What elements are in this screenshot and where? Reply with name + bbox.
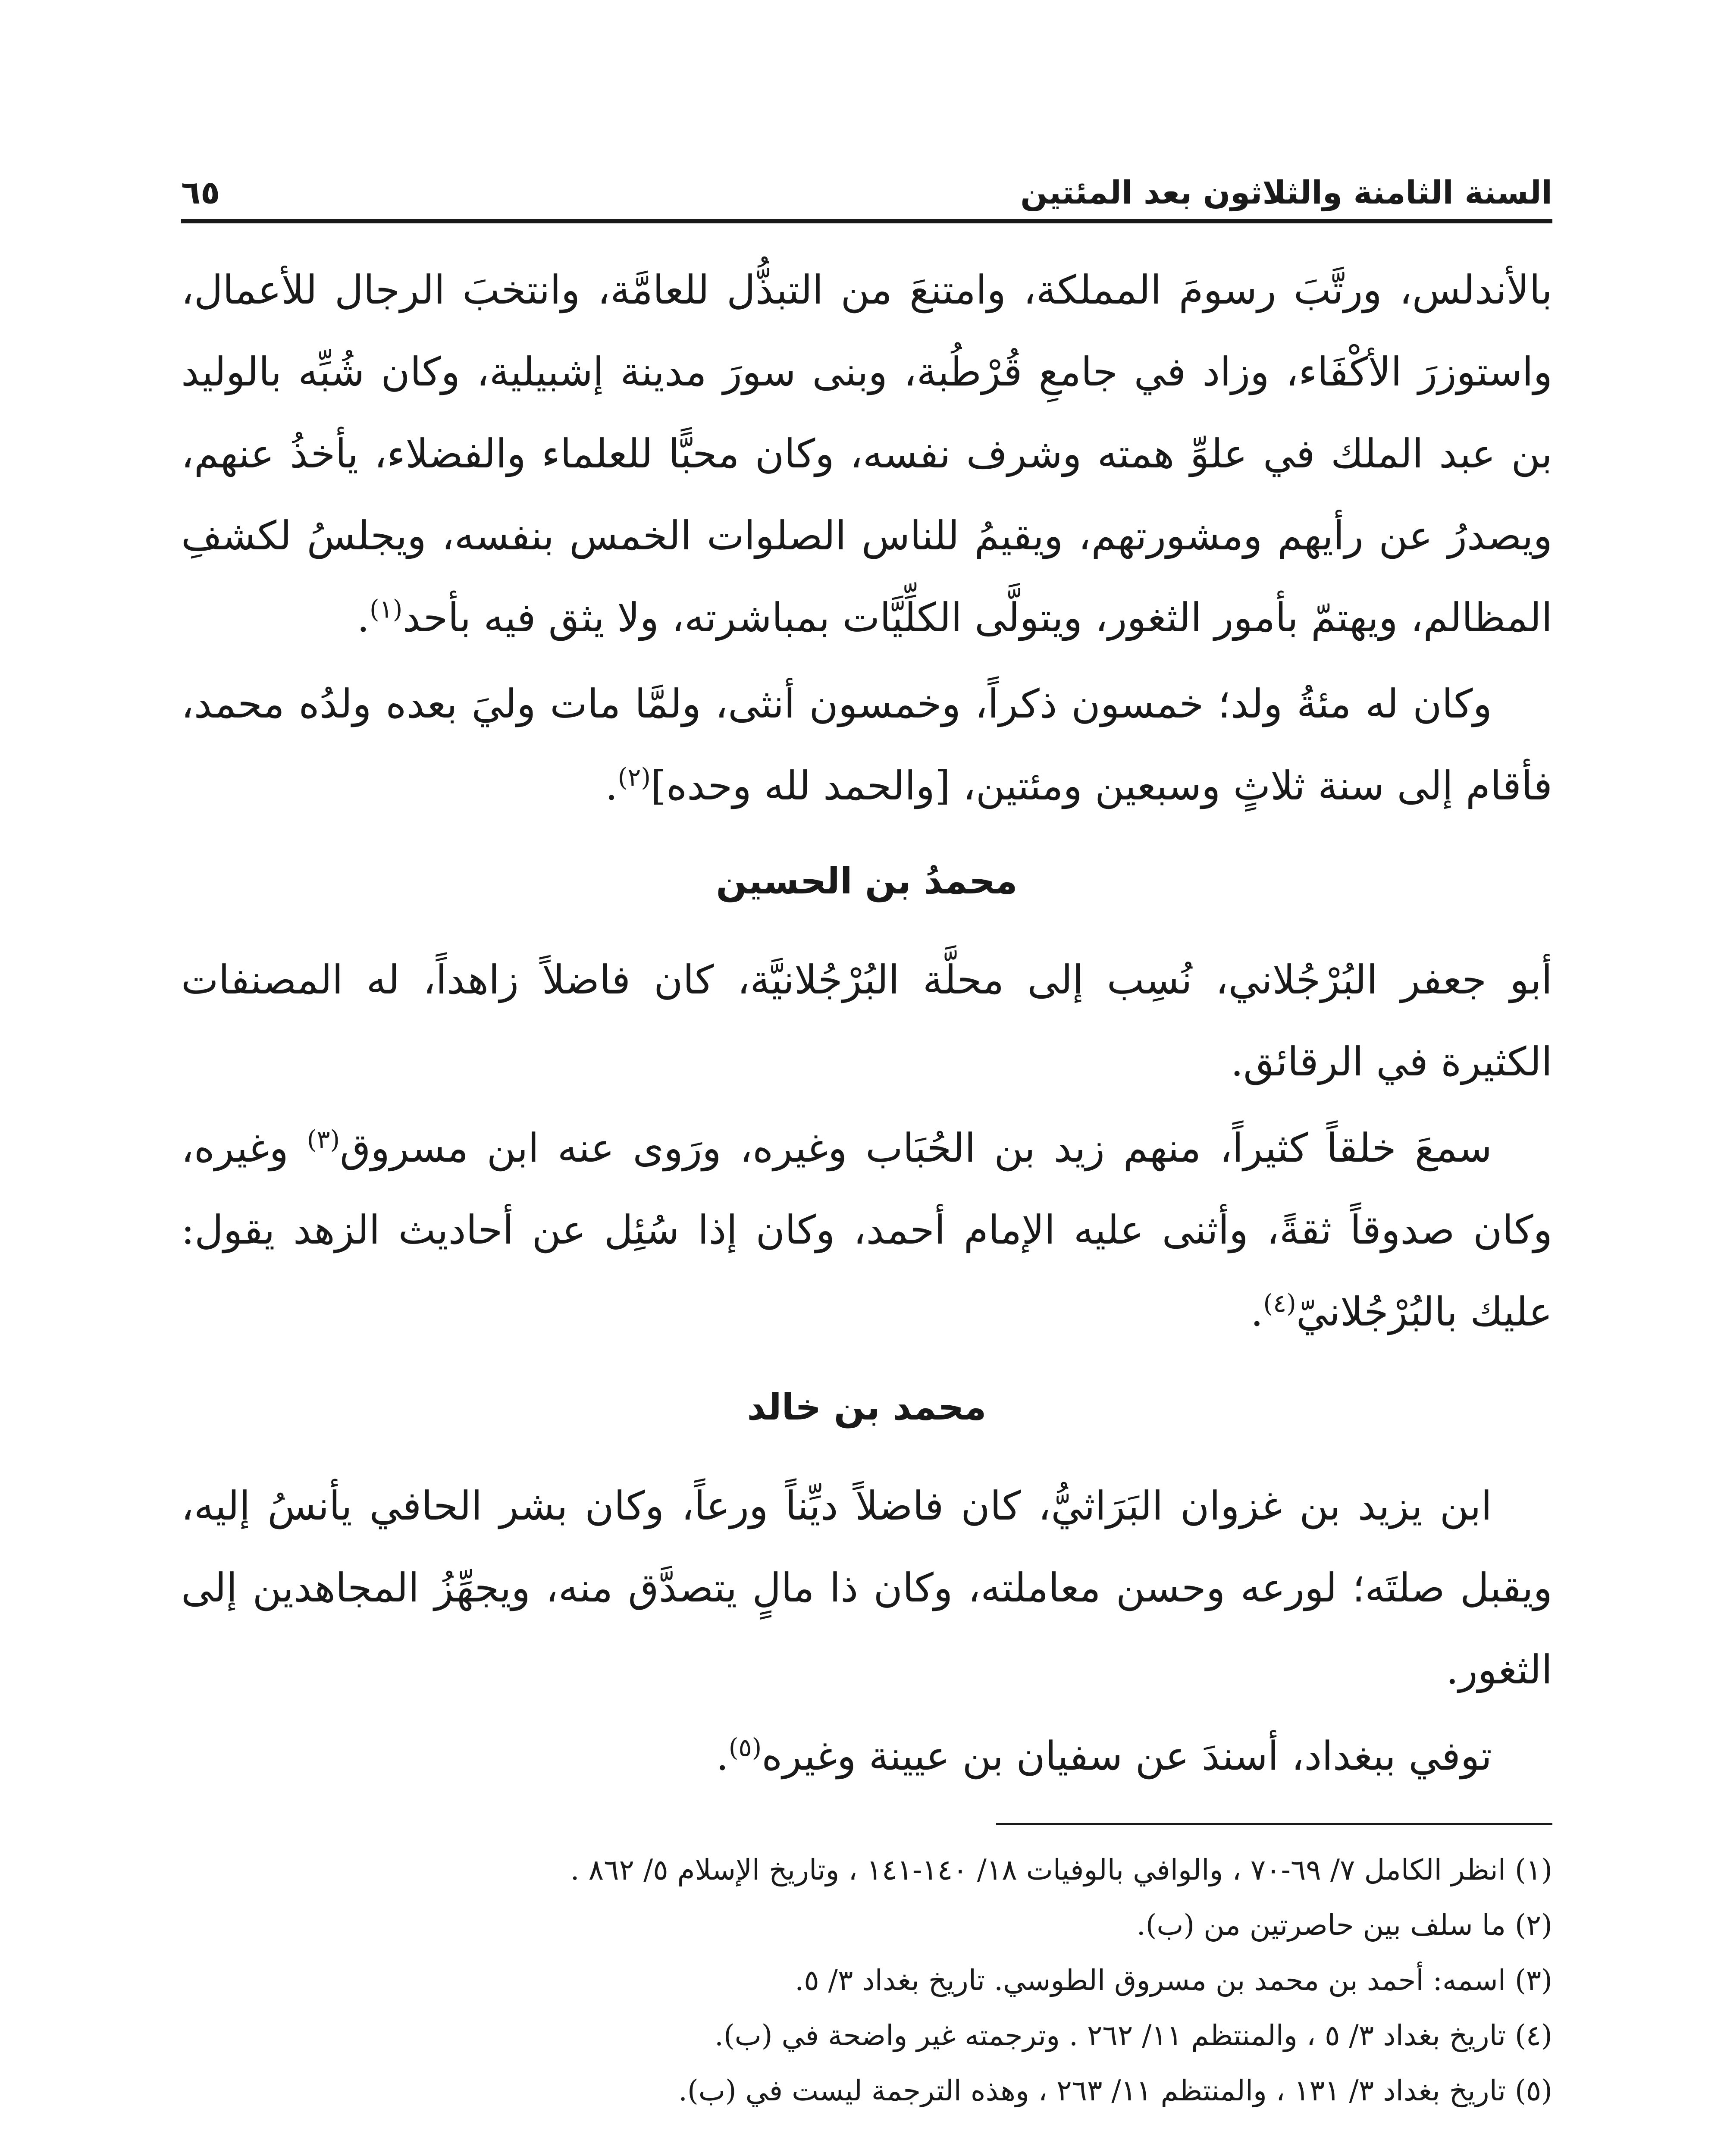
footnote-ref-2: (٢) — [618, 762, 651, 792]
footnote-3: (٣) اسمه: أحمد بن محمد بن مسروق الطوسي. تاريخ بغداد ٣/ ٥. — [795, 1964, 1552, 1997]
paragraph-4: سمعَ خلقاً كثيراً، منهم زيد بن الحُبَاب وغيره، ورَوى عنه ابن مسروق$^{(٣)}$ وغيره، وكان صدوقاً ثقةً، وأثنى عليه الإمام أحمد، وكان إذا سُئِل عن أحاديث الزهد يقول: عليك بالبُرْجُلانيّ$^{(٤)}$. — [181, 1125, 1552, 1335]
paragraph-2: وكان له مئةُ ولد؛ خمسون ذكراً، وخمسون أنثى، ولمَّا مات وليَ بعده ولدُه محمد، فأقام إلى سنة ثلاثٍ وسبعين ومئتين، [والحمد لله وحده]$^{(٢)}$. — [181, 681, 1552, 809]
footnote-4: (٤) تاريخ بغداد ٣/ ٥ ، والمنتظم ١١/ ٢٦٢ . وترجمته غير واضحة في (ب). — [714, 2019, 1552, 2052]
biography-heading-2: محمد بن خالد — [747, 1386, 987, 1428]
paragraph-5: ابن يزيد بن غزوان البَرَاثيُّ، كان فاضلاً ديِّناً ورعاً، وكان بشر الحافي يأنسُ إليه، ويقبل صلتَه؛ لورعه وحسن معاملته، وكان ذا مالٍ يتصدَّق منه، ويجهِّزُ المجاهدين إلى الثغور. — [181, 1483, 1552, 1693]
book-page — [181, 142, 1552, 2156]
paragraph-6: توفي ببغداد، أسندَ عن سفيان بن عيينة وغيره$^{(٥)}$. — [716, 1733, 1492, 1779]
running-title: السنة الثامنة والثلاثون بعد المئتين — [1020, 174, 1552, 211]
footnote-ref-1: (١) — [370, 594, 403, 624]
footnotes — [181, 1843, 1552, 2118]
footnote-separator — [996, 1823, 1552, 1825]
footnote-ref-5: (٥) — [728, 1733, 762, 1762]
paragraph-1: بالأندلس، ورتَّبَ رسومَ المملكة، وامتنعَ من التبذُّل للعامَّة، وانتخبَ الرجال للأعمال، واستوزرَ الأكْفَاء، وزاد في جامعِ قُرْطُبة، وبنى سورَ مدينة إشبيلية، وكان شُبِّه بالوليد بن عبد الملك في علوِّ همته وشرف نفسه، وكان محبًّا للعلماء والفضلاء، يأخذُ عنهم، ويصدرُ عن رأيهم ومشورتهم، ويقيمُ للناس الصلوات الخمس بنفسه، ويجلسُ لكشفِ المظالم، ويهتمّ بأمور الثغور، ويتولَّى الكلِّيَّات بمباشرته، ولا يثق فيه بأحد$^{(١)}$. — [181, 267, 1552, 641]
footnote-5: (٥) تاريخ بغداد ٣/ ١٣١ ، والمنتظم ١١/ ٢٦٣ ، وهذه الترجمة ليست في (ب). — [678, 2074, 1552, 2107]
header-rule — [181, 219, 1552, 223]
footnote-2: (٢) ما سلف بين حاصرتين من (ب). — [1136, 1908, 1552, 1942]
footnote-ref-4: (٤) — [1263, 1288, 1296, 1318]
page-number: ٦٥ — [181, 174, 220, 211]
footnote-ref-3: (٣) — [307, 1125, 340, 1154]
page-header — [181, 142, 1552, 217]
biography-heading-1: محمدُ بن الحسين — [716, 860, 1018, 902]
paragraph-3: أبو جعفر البُرْجُلاني، نُسِب إلى محلَّة البُرْجُلانيَّة، كان فاضلاً زاهداً، له المصنفات الكثيرة في الرقائق. — [181, 957, 1552, 1085]
footnote-1: (١) انظر الكامل ٧/ ٦٩-٧٠ ، والوافي بالوفيات ١٨/ ١٤٠-١٤١ ، وتاريخ الإسلام ٥/ ٨٦٢ . — [570, 1853, 1552, 1887]
